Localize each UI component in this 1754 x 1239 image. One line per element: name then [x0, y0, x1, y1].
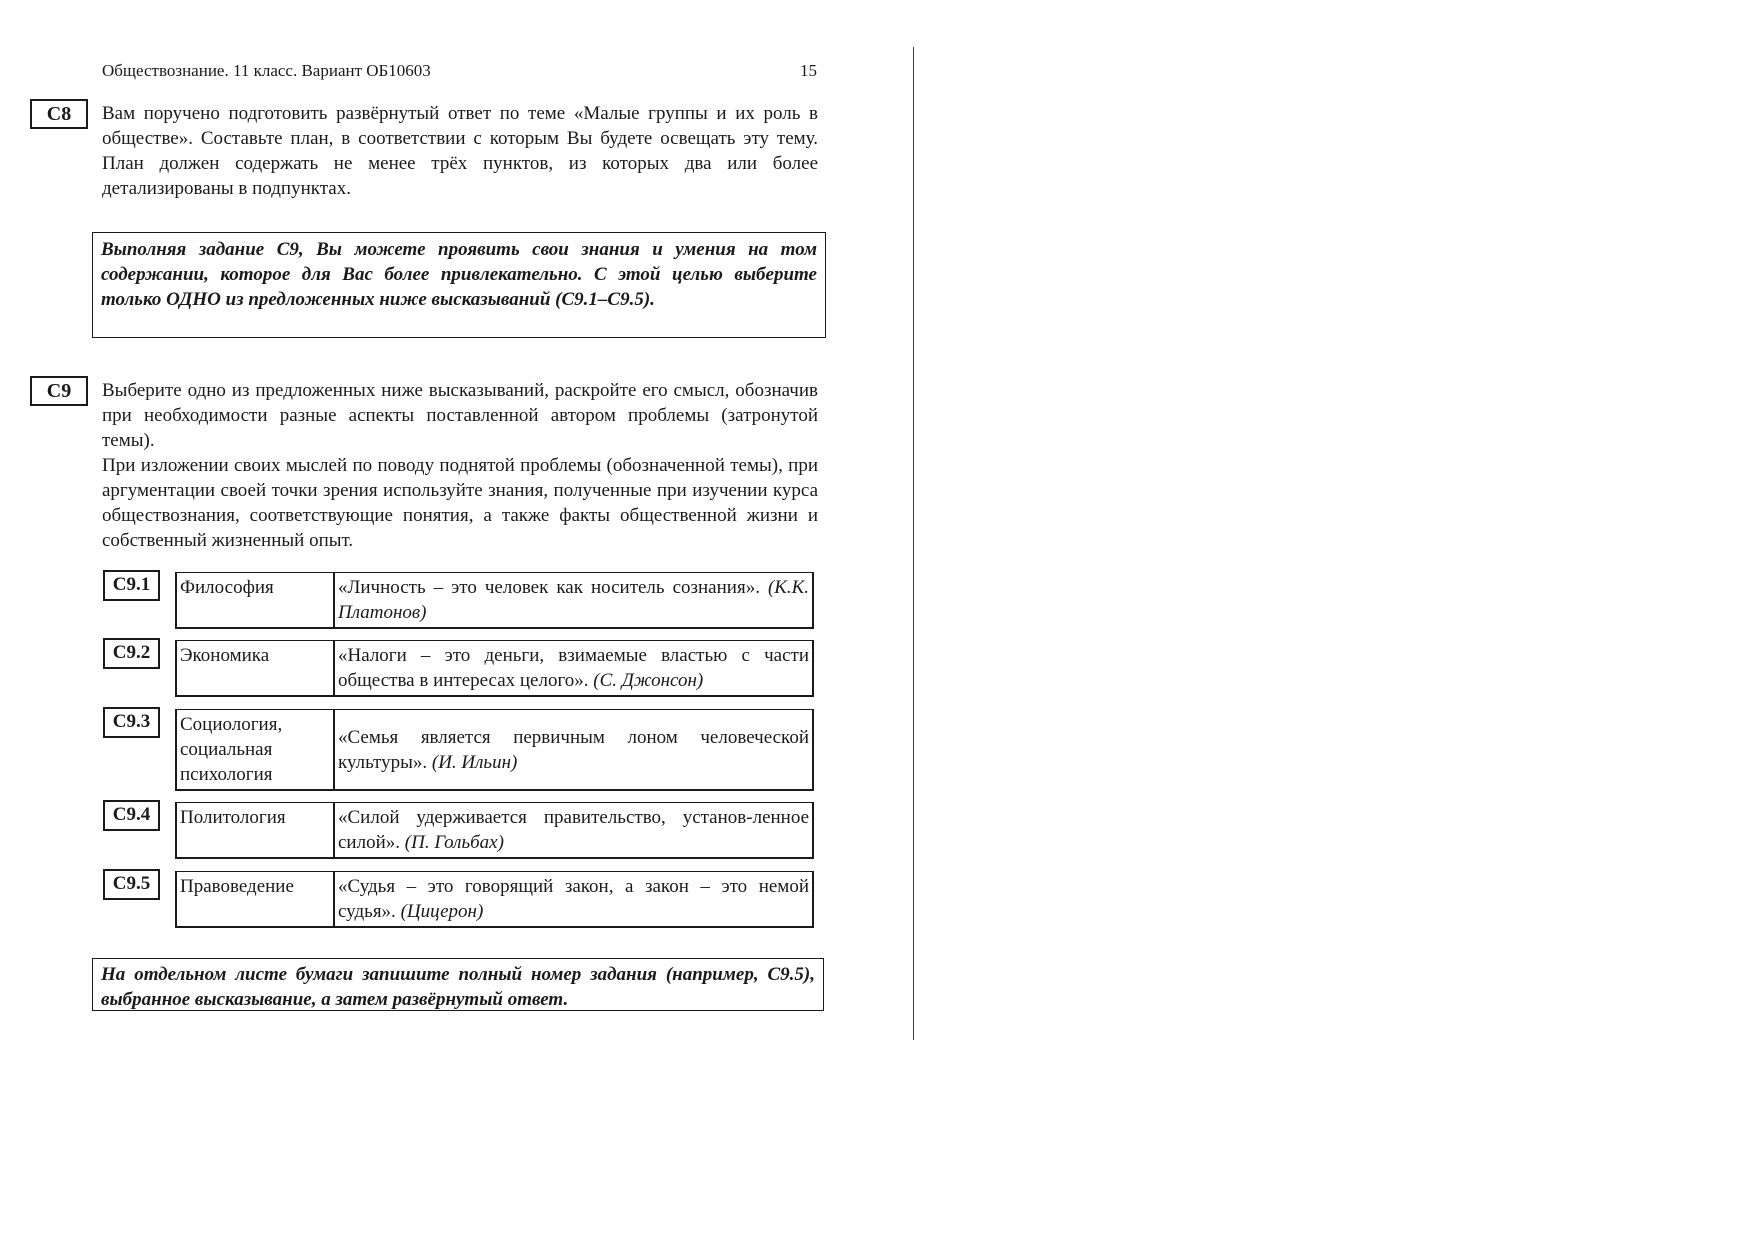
quote-author: (И. Ильин) [431, 751, 518, 773]
option-subject: Социология, социальная психология [177, 710, 335, 789]
quote-author: (П. Гольбах) [404, 832, 504, 853]
option-subject: Философия [177, 573, 335, 627]
option-code-c9-4: С9.4 [103, 800, 160, 831]
task-c8-text: Вам поручено подготовить развёрнутый ответ по теме «Малые группы и их роль в обществе». Составьте план, в соответствии с которым Вы будете освещать эту тему. План должен содержать не менее трёх пунктов, из которых два или более детализированы в подпунктах. [102, 103, 818, 199]
option-row-c9-1 [175, 572, 814, 629]
option-quote [335, 573, 812, 627]
task-c9-paragraph-2: При изложении своих мыслей по поводу поднятой проблемы (обозначенной темы), при аргументации своей точки зрения используйте знания, полученные при изучении курса обществознания, соответствующие понятия, а также факты общественной жизни и собственный жизненный опыт. [102, 455, 818, 551]
option-row-c9-3 [175, 709, 814, 791]
option-code-c9-3: С9.3 [103, 707, 160, 738]
quote-text: «Силой удерживается правительство, установ-ленное силой». [338, 807, 809, 853]
option-code-c9-2: С9.2 [103, 638, 160, 669]
option-subject: Правоведение [177, 872, 335, 926]
task-c9-text [102, 378, 818, 553]
quote-author: (Цицерон) [400, 901, 484, 922]
option-row-c9-4 [175, 802, 814, 859]
quote-text: «Семья является первичным лоном человеческой культуры». [338, 726, 809, 773]
option-quote [335, 641, 812, 695]
quote-text: «Судья – это говорящий закон, а закон – это немой судья». [338, 876, 809, 922]
option-row-c9-2 [175, 640, 814, 697]
page-number: 15 [800, 61, 817, 80]
option-subject: Политология [177, 803, 335, 857]
option-quote [335, 710, 812, 789]
option-row-c9-5 [175, 871, 814, 928]
quote-text: «Налоги – это деньги, взимаемые властью с части общества в интересах целого». [338, 645, 809, 691]
task-code-c8: С8 [30, 99, 88, 129]
option-code-c9-5: С9.5 [103, 869, 160, 900]
option-code-c9-1: С9.1 [103, 570, 160, 601]
option-subject: Экономика [177, 641, 335, 695]
page-header-title: Обществознание. 11 класс. Вариант ОБ10603 [102, 61, 431, 80]
c9-instruction-note: Выполняя задание С9, Вы можете проявить свои знания и умения на том содержании, которое для Вас более привлекательно. С этой целью выберите только ОДНО из предложенных ниже высказываний (С9.1–С9.5). [92, 232, 826, 338]
option-quote [335, 872, 812, 926]
page-divider [913, 47, 914, 1040]
task-c9-paragraph-1: Выберите одно из предложенных ниже высказываний, раскройте его смысл, обозначив при необходимости разные аспекты поставленной автором проблемы (затронутой темы). [102, 380, 818, 451]
quote-author: (К.К. Платонов) [338, 577, 810, 623]
answer-instruction-note: На отдельном листе бумаги запишите полный номер задания (например, С9.5), выбранное высказывание, а затем развёрнутый ответ. [92, 958, 824, 1011]
task-code-c9: С9 [30, 376, 88, 406]
quote-author: (С. Джонсон) [593, 670, 704, 691]
quote-text: «Личность – это человек как носитель сознания». [338, 577, 760, 598]
option-quote [335, 803, 812, 857]
